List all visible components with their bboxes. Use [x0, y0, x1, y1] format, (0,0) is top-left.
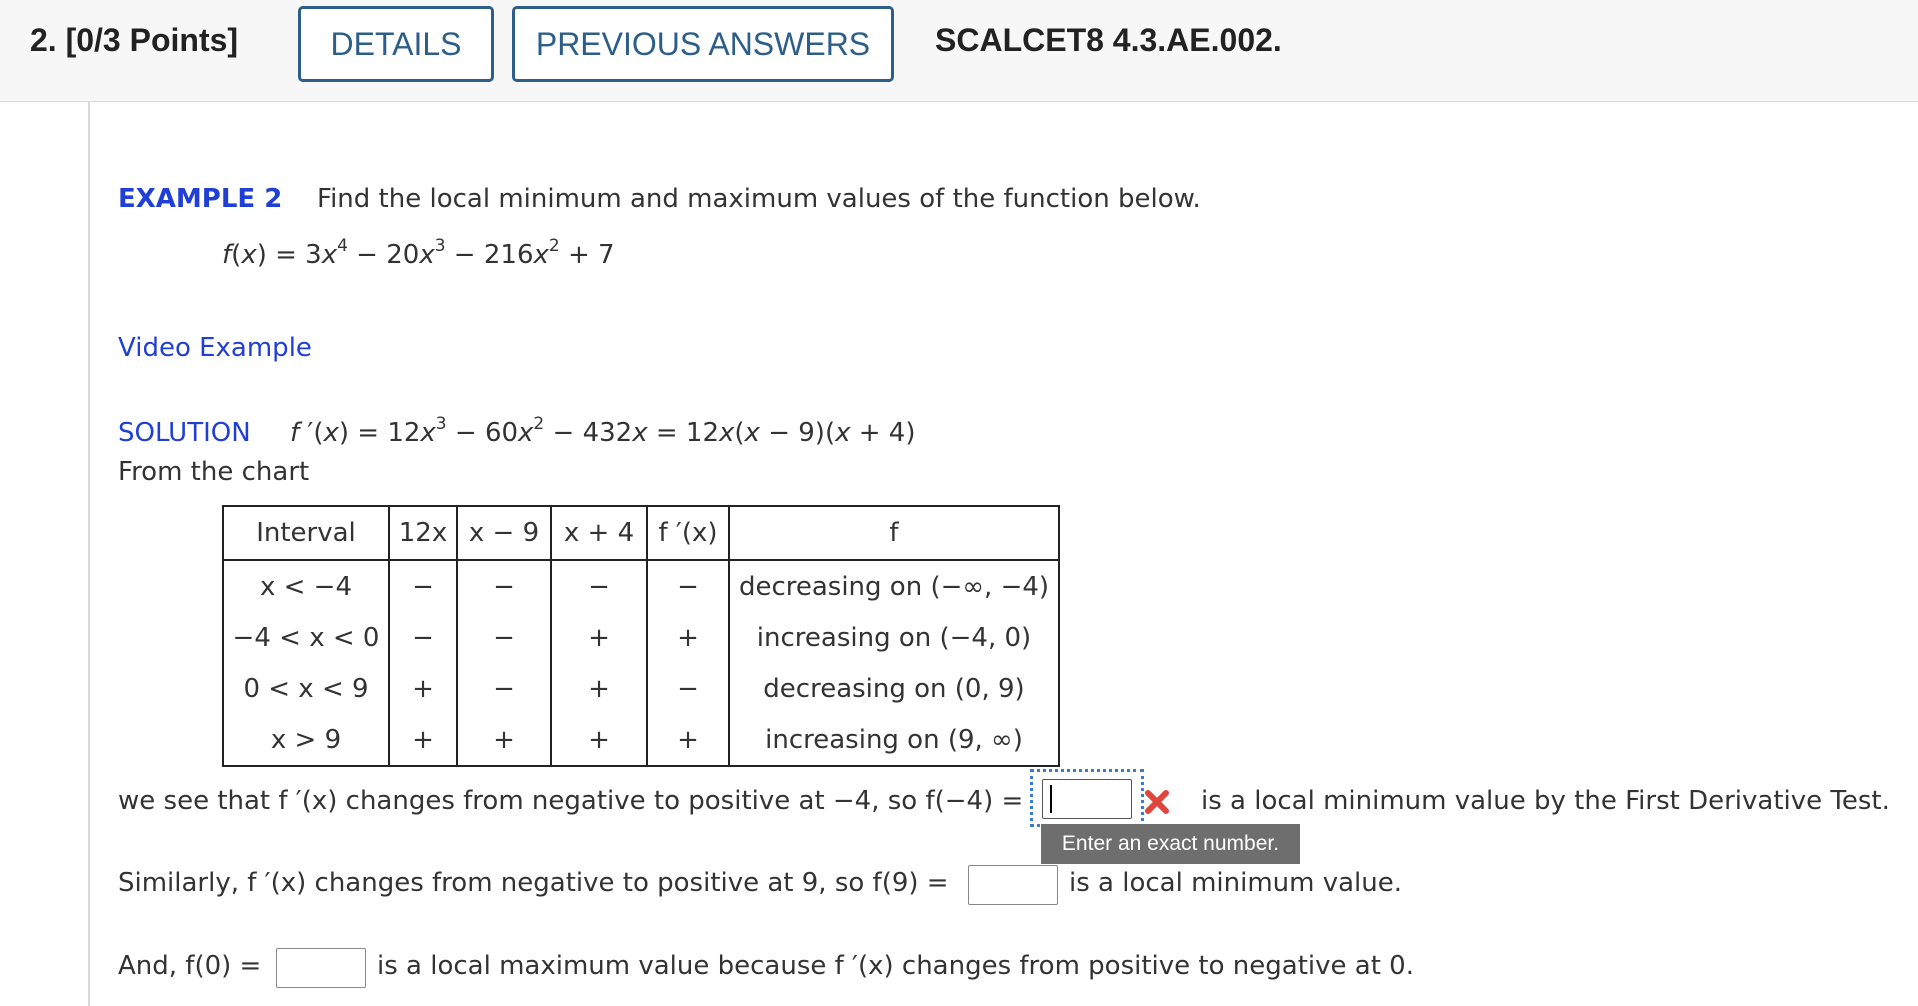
x-mark-icon — [1143, 788, 1171, 816]
cell-behavior: decreasing on (0, 9) — [729, 663, 1059, 714]
previous-answers-button[interactable]: PREVIOUS ANSWERS — [512, 6, 894, 82]
header-x-minus-9: x − 9 — [457, 506, 551, 560]
example-label: EXAMPLE 2 — [118, 184, 283, 214]
answer-input-f-0[interactable] — [276, 948, 366, 988]
sentence-2-suffix: is a local minimum value. — [1069, 868, 1403, 898]
text-cursor — [1050, 785, 1052, 813]
table-row — [223, 663, 1059, 714]
cell-sign: − — [457, 663, 551, 714]
sentence-1-text: we see that f ′(x) changes from negative to positive at −4, so f(−4) = — [118, 786, 1024, 816]
question-header — [0, 0, 1918, 102]
input-tooltip: Enter an exact number. — [1041, 824, 1300, 864]
table-row — [223, 714, 1059, 766]
header-f: f — [729, 506, 1059, 560]
cell-behavior: decreasing on (−∞, −4) — [729, 560, 1059, 612]
sentence-2-text: Similarly, f ′(x) changes from negative to positive at 9, so f(9) = — [118, 868, 949, 898]
cell-sign: − — [551, 560, 647, 612]
cell-behavior: increasing on (9, ∞) — [729, 714, 1059, 766]
cell-sign: − — [647, 663, 729, 714]
cell-sign: − — [389, 560, 457, 612]
header-f-prime: f ′(x) — [647, 506, 729, 560]
cell-sign: + — [551, 663, 647, 714]
cell-sign: + — [551, 714, 647, 766]
cell-interval: x > 9 — [223, 714, 389, 766]
cell-interval: x < −4 — [223, 560, 389, 612]
table-row — [223, 560, 1059, 612]
video-example-link[interactable]: Video Example — [118, 333, 312, 363]
sentence-1-suffix: is a local minimum value by the First Derivative Test. — [1201, 786, 1890, 816]
derivative-equation: f $'(x) = 12x^3 - 60x^2 - 432x = 12x(x - 9)(x + 4)$ — [290, 414, 916, 448]
from-chart-text: From the chart — [118, 457, 310, 487]
cell-sign: − — [647, 560, 729, 612]
sentence-3-suffix: is a local maximum value because f ′(x) changes from positive to negative at 0. — [377, 951, 1414, 981]
cell-sign: − — [389, 612, 457, 663]
table-row — [223, 612, 1059, 663]
answer-input-f-neg4[interactable] — [1042, 779, 1132, 819]
cell-sign: + — [647, 714, 729, 766]
cell-sign: + — [457, 714, 551, 766]
cell-sign: − — [457, 560, 551, 612]
answer-input-f-9[interactable] — [968, 865, 1058, 905]
cell-sign: + — [647, 612, 729, 663]
table-header-row — [223, 506, 1059, 560]
left-divider — [88, 102, 90, 1006]
cell-sign: + — [389, 663, 457, 714]
header-x-plus-4: x + 4 — [551, 506, 647, 560]
sentence-3-text: And, f(0) = — [118, 951, 262, 981]
header-interval: Interval — [223, 506, 389, 560]
points-label: [0/3 Points] — [65, 22, 239, 58]
cell-sign: + — [389, 714, 457, 766]
function-definition: $f(x) = 3x^4 - 20x^3 - 216x^2 + 7$ — [222, 236, 615, 270]
solution-label: SOLUTION — [118, 418, 251, 448]
cell-behavior: increasing on (−4, 0) — [729, 612, 1059, 663]
problem-code: SCALCET8 4.3.AE.002. — [935, 22, 1282, 58]
cell-sign: − — [457, 612, 551, 663]
sign-chart-table — [222, 505, 1060, 767]
header-12x: 12x — [389, 506, 457, 560]
details-button[interactable]: DETAILS — [298, 6, 494, 82]
cell-interval: 0 < x < 9 — [223, 663, 389, 714]
example-prompt: Find the local minimum and maximum values of the function below. — [317, 184, 1201, 214]
question-number: 2. [0/3 Points] — [30, 22, 239, 58]
cell-interval: −4 < x < 0 — [223, 612, 389, 663]
cell-sign: + — [551, 612, 647, 663]
